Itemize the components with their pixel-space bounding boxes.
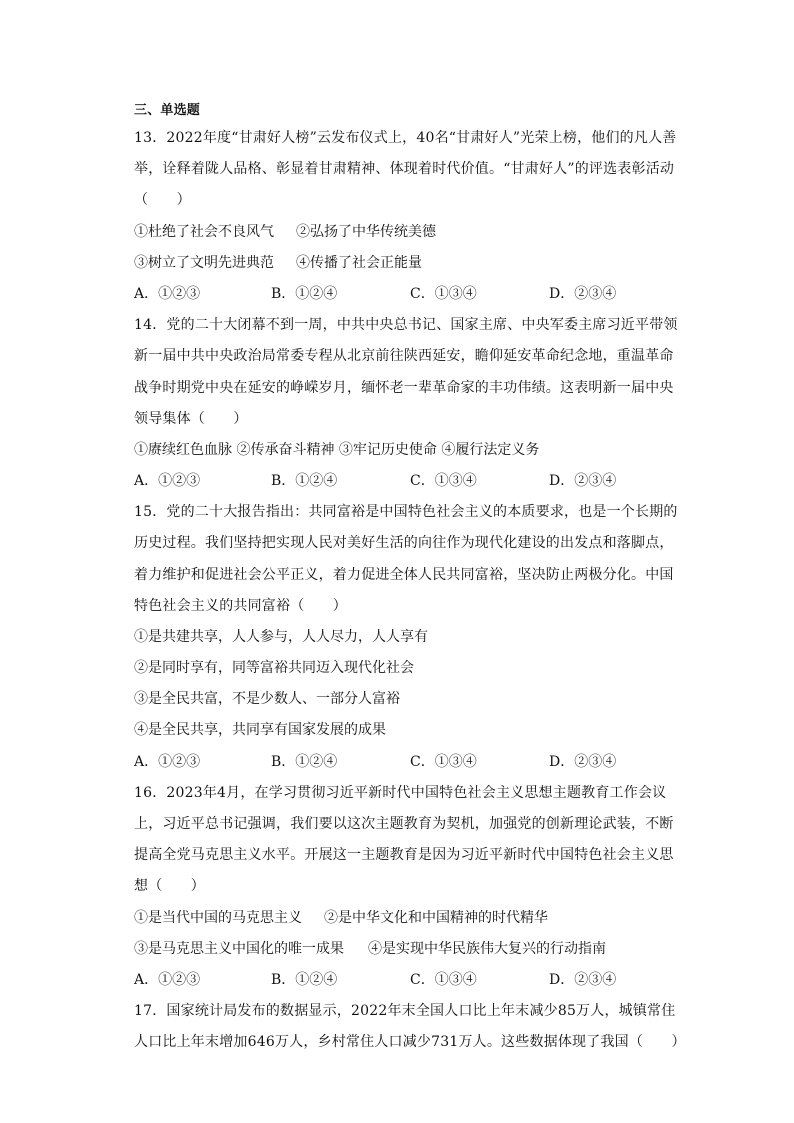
question-15-statement-1: ①是共建共享，人人参与，人人尽力，人人享有 [134,629,428,645]
question-15-statement-2: ②是同时享有，同等富裕共同迈入现代化社会 [134,660,414,676]
question-16-statement-1: ①是当代中国的马克思主义 [134,910,302,926]
question-13-statement-3: ③树立了文明先进典范 [134,255,274,271]
question-13-option-a: A．①②③ [134,286,201,302]
question-13-statement-2: ②弘扬了中华传统美德 [296,224,436,240]
question-15-option-a: A．①②③ [134,754,201,770]
question-14-option-d: D．②③④ [549,473,617,489]
question-16-option-a: A．①②③ [134,972,201,988]
question-13-option-c: C．①③④ [410,286,477,302]
question-13-line-3: （ ） [134,192,191,208]
question-15-option-b: B．①②④ [271,754,338,770]
question-13-options [134,284,654,304]
question-13-line-1: 13．2022年度“甘肃好人榜”云发布仪式上，40名“甘肃好人”光荣上榜，他们的凡人善 [134,130,677,146]
question-14-line-1: 14．党的二十大闭幕不到一周，中共中央总书记、国家主席、中央军委主席习近平带领 [134,317,678,333]
question-13-statement-1: ①杜绝了社会不良风气 [134,224,274,240]
question-15-line-2: 历史过程。我们坚持把实现人民对美好生活的向往作为现代化建设的出发点和落脚点， [134,535,674,551]
question-16-line-4: 想（ ） [134,878,205,894]
question-15-option-d: D．②③④ [549,754,617,770]
question-16-line-1: 16．2023年4月，在学习贯彻习近平新时代中国特色社会主义思想主题教育工作会议 [134,785,667,801]
question-16-line-3: 提高全党马克思主义水平。开展这一主题教育是因为习近平新时代中国特色社会主义思 [134,847,674,863]
question-14-option-a: A．①②③ [134,473,201,489]
question-14-option-b: B．①②④ [271,473,338,489]
question-15-line-3: 着力维护和促进社会公平正义，着力促进全体人民共同富裕，坚决防止两极分化。中国 [134,567,674,583]
question-15-line-1: 15．党的二十大报告指出：共同富裕是中国特色社会主义的本质要求，也是一个长期的 [134,504,678,520]
question-16-option-c: C．①③④ [410,972,477,988]
question-14-line-4: 领导集体（ ） [134,411,248,427]
question-16-line-2: 上，习近平总书记强调，我们要以这次主题教育为契机，加强党的创新理论武装，不断 [134,816,674,832]
question-17-line-2: 人口比上年末增加646万人，乡村常住人口减少731万人。这些数据体现了我国（ ） [134,1034,686,1050]
question-14-statements: ①赓续红色血脉 ②传承奋斗精神 ③牢记历史使命 ④履行法定义务 [134,442,540,458]
question-14-option-c: C．①③④ [410,473,477,489]
question-17-line-1: 17．国家统计局发布的数据显示，2022年末全国人口比上年末减少85万人，城镇常住 [134,1003,676,1019]
question-13-option-d: D．②③④ [549,286,617,302]
question-16-options [134,970,654,990]
question-16-statement-3: ③是马克思主义中国化的唯一成果 [134,941,344,957]
question-16-statement-4: ④是实现中华民族伟大复兴的行动指南 [368,941,606,957]
question-13-line-2: 举，诠释着陇人品格、彰显着甘肃精神、体现着时代价值。“甘肃好人”的评选表彰活动 [134,161,675,177]
question-14-options [134,471,654,491]
question-16-option-d: D．②③④ [549,972,617,988]
question-15-statement-3: ③是全民共富，不是少数人、一部分人富裕 [134,691,400,707]
question-15-option-c: C．①③④ [410,754,477,770]
question-16-statement-2: ②是中华文化和中国精神的时代精华 [324,910,548,926]
question-13-option-b: B．①②④ [271,286,338,302]
question-13-statement-4: ④传播了社会正能量 [296,255,422,271]
question-16-option-b: B．①②④ [271,972,338,988]
question-14-line-2: 新一届中共中央政治局常委专程从北京前往陕西延安，瞻仰延安革命纪念地，重温革命 [134,348,674,364]
question-15-options [134,752,654,772]
question-15-statement-4: ④是全民共享，共同享有国家发展的成果 [134,722,386,738]
question-15-line-4: 特色社会主义的共同富裕（ ） [134,598,347,614]
question-14-line-3: 战争时期党中央在延安的峥嵘岁月，缅怀老一辈革命家的丰功伟绩。这表明新一届中央 [134,380,674,396]
section-title: 三、单选题 [134,103,201,118]
